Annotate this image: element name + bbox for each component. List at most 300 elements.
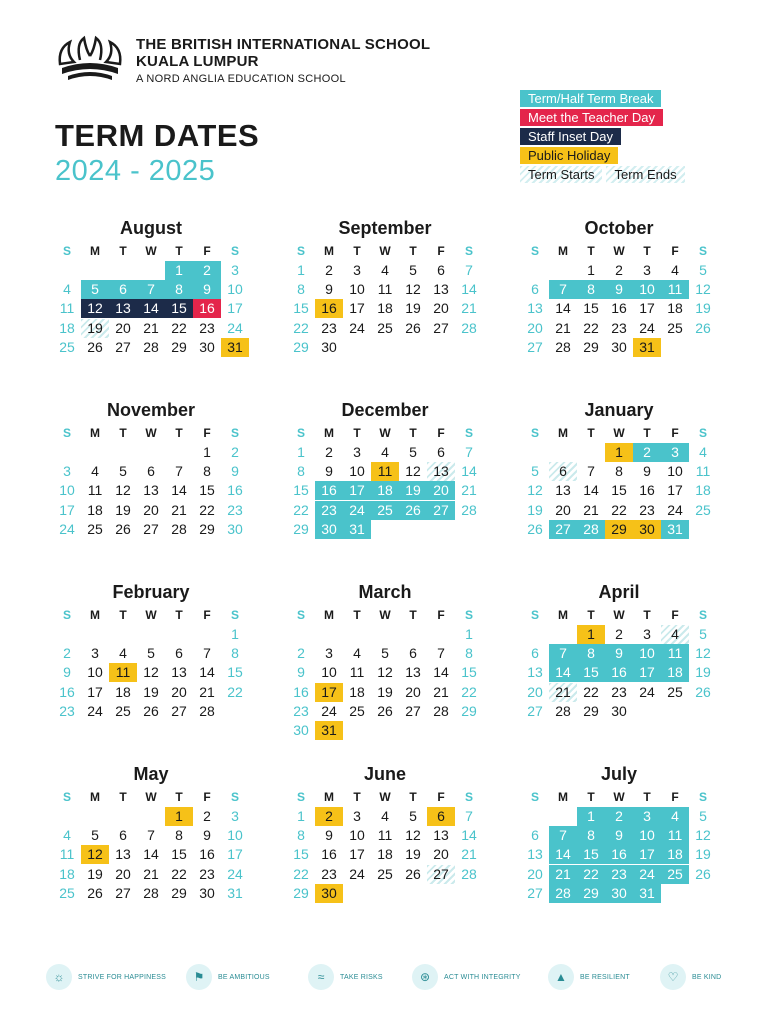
day-cell: 12 [695,645,711,662]
day-cell: 27 [527,702,543,719]
day-cell: 9 [203,827,211,844]
day-cell: 21 [433,683,449,700]
day-cell: 20 [527,683,543,700]
day-cell: 17 [59,501,75,518]
day-cell: 29 [583,702,599,719]
day-cell: 22 [611,501,627,518]
day-cell: 8 [297,463,305,480]
day-cell: 10 [633,280,661,299]
day-cell: 15 [199,482,215,499]
day-cell: 15 [611,482,627,499]
day-cell: 26 [399,501,427,520]
day-cell: 13 [527,664,543,681]
weekday-header: T [643,244,651,258]
day-cell: 16 [605,845,633,864]
weekday-header: T [643,608,651,622]
day-cell: 7 [549,826,577,845]
month-june [287,764,483,924]
day-cell: 3 [661,443,689,462]
day-cell: 12 [115,482,131,499]
day-cell: 9 [605,280,633,299]
day-cell: 20 [555,501,571,518]
school-crest-icon [54,34,126,84]
day-cell: 24 [639,683,655,700]
day-cell: 31 [343,520,371,539]
day-cell: 4 [661,625,689,644]
day-cell: 2 [325,262,333,278]
day-cell: 12 [405,463,421,480]
happiness-icon: ☼ [46,964,72,990]
day-cell: 22 [227,683,243,700]
weekday-header: M [90,608,100,622]
day-cell: 28 [143,884,159,901]
day-cell: 19 [527,501,543,518]
day-cell: 31 [315,721,343,740]
academic-year: 2024 - 2025 [55,155,216,187]
weekday-header: W [613,244,625,258]
month-may [53,764,249,924]
weekday-header: F [437,790,445,804]
day-cell: 20 [405,683,421,700]
month-april [521,582,717,742]
weekday-header: T [409,244,417,258]
day-cell: 13 [433,281,449,298]
day-cell: 31 [221,338,249,357]
value-item [46,960,166,994]
day-cell: 18 [377,300,393,317]
day-cell: 12 [527,482,543,499]
day-cell: 28 [577,520,605,539]
day-cell: 19 [81,319,109,338]
school-name-line2: KUALA LUMPUR [136,53,259,70]
day-cell: 15 [577,663,605,682]
day-cell: 3 [353,444,361,460]
day-cell: 18 [695,482,711,499]
day-cell: 16 [227,482,243,499]
month-name: November [106,400,196,420]
day-cell: 31 [633,884,661,903]
weekday-header: M [558,790,568,804]
weekday-header: M [324,790,334,804]
day-cell: 12 [81,299,109,318]
weekday-header: T [587,426,595,440]
day-cell: 6 [531,281,539,298]
weekday-header: W [145,608,157,622]
day-cell: 6 [549,462,577,481]
day-cell: 14 [549,663,577,682]
day-cell: 15 [577,845,605,864]
day-cell: 17 [315,683,343,702]
day-cell: 8 [615,463,623,480]
day-cell: 30 [227,520,243,537]
day-cell: 28 [143,338,159,355]
weekday-header: T [119,244,127,258]
day-cell: 11 [377,281,393,298]
weekday-header: M [324,608,334,622]
weekday-header: T [409,790,417,804]
day-cell: 24 [639,319,655,336]
day-cell: 20 [115,319,131,336]
day-cell: 29 [577,884,605,903]
day-cell: 7 [147,827,155,844]
day-cell: 7 [549,644,577,663]
day-cell: 12 [377,664,393,681]
day-cell: 13 [171,664,187,681]
day-cell: 26 [115,520,131,537]
day-cell: 26 [695,683,711,700]
day-cell: 1 [297,262,305,278]
month-name: February [112,582,190,602]
day-cell: 22 [583,319,599,336]
day-cell: 22 [293,865,309,882]
day-cell: 18 [349,683,365,700]
day-cell: 25 [59,338,75,355]
day-cell: 9 [325,827,333,844]
day-cell: 19 [405,300,421,317]
day-cell: 4 [91,463,99,480]
month-name: October [584,218,654,238]
weekday-header: F [437,608,445,622]
day-cell: 24 [227,319,243,336]
school-name-line1: THE BRITISH INTERNATIONAL SCHOOL [136,36,431,53]
weekday-header: T [353,790,361,804]
day-cell: 26 [695,319,711,336]
legend-term-break: Term/Half Term Break [520,90,661,107]
day-cell: 27 [115,884,131,901]
day-cell: 3 [643,626,651,642]
weekday-header: T [175,608,183,622]
weekday-header: S [698,608,707,622]
day-cell: 26 [405,319,421,336]
day-cell: 19 [377,683,393,700]
day-cell: 25 [695,501,711,518]
day-cell: 3 [231,808,239,824]
weekday-header: S [464,426,473,440]
day-cell: 27 [527,884,543,901]
day-cell: 22 [171,319,187,336]
day-cell: 22 [577,865,605,884]
day-cell: 23 [605,865,633,884]
legend-public-holiday: Public Holiday [520,147,618,164]
day-cell: 23 [639,501,655,518]
day-cell: 10 [349,827,365,844]
day-cell: 19 [399,481,427,500]
weekday-header: F [671,790,679,804]
day-cell: 18 [661,663,689,682]
value-label: BE RESILIENT [580,973,630,981]
day-cell: 11 [661,826,689,845]
weekday-header: T [119,608,127,622]
day-cell: 3 [353,262,361,278]
day-cell: 13 [109,299,137,318]
day-cell: 13 [555,482,571,499]
day-cell: 4 [119,645,127,662]
day-cell: 13 [115,846,131,863]
day-cell: 13 [143,482,159,499]
day-cell: 10 [633,644,661,663]
day-cell: 7 [465,808,473,824]
day-cell: 2 [231,444,239,460]
day-cell: 13 [433,827,449,844]
month-march [287,582,483,742]
day-cell: 4 [671,262,679,278]
day-cell: 18 [59,865,75,882]
value-item [660,960,721,994]
day-cell: 14 [461,463,477,480]
day-cell: 8 [465,645,473,662]
day-cell: 27 [527,338,543,355]
day-cell: 11 [661,644,689,663]
day-cell: 19 [143,683,159,700]
day-cell: 26 [527,520,543,537]
day-cell: 4 [63,827,71,844]
day-cell: 15 [171,846,187,863]
day-cell: 4 [353,645,361,662]
day-cell: 24 [633,865,661,884]
day-cell: 9 [63,664,71,681]
day-cell: 22 [171,865,187,882]
day-cell: 24 [349,319,365,336]
mountain-icon: ▲ [548,964,574,990]
day-cell: 30 [611,702,627,719]
weekday-header: M [324,426,334,440]
weekday-header: S [62,244,71,258]
values-footer [40,960,740,994]
day-cell: 11 [695,463,711,480]
day-cell: 11 [59,846,75,863]
day-cell: 18 [377,846,393,863]
weekday-header: S [62,426,71,440]
day-cell: 18 [661,845,689,864]
day-cell: 25 [115,702,131,719]
school-header [54,34,514,88]
legend [520,90,730,183]
weekday-header: S [464,790,473,804]
day-cell: 15 [293,300,309,317]
day-cell: 5 [531,463,539,480]
day-cell: 8 [175,827,183,844]
weekday-header: W [379,608,391,622]
school-name [136,36,430,85]
weekday-header: M [324,244,334,258]
weekday-header: S [698,790,707,804]
day-cell: 23 [321,865,337,882]
weekday-header: W [613,608,625,622]
day-cell: 21 [199,683,215,700]
weekday-header: S [464,244,473,258]
day-cell: 9 [643,463,651,480]
weekday-header: S [230,608,239,622]
day-cell: 8 [297,281,305,298]
legend-term-ends: Term Ends [606,166,684,183]
day-cell: 6 [175,645,183,662]
weekday-header: W [613,790,625,804]
integrity-icon: ⊛ [412,964,438,990]
weekday-header: F [203,426,211,440]
day-cell: 11 [371,462,399,481]
day-cell: 20 [527,865,543,882]
day-cell: 17 [343,481,371,500]
weekday-header: S [296,790,305,804]
day-cell: 6 [531,827,539,844]
day-cell: 30 [199,884,215,901]
page-title: TERM DATES [55,118,260,153]
day-cell: 13 [527,300,543,317]
day-cell: 24 [87,702,103,719]
weekday-header: T [175,244,183,258]
day-cell: 5 [147,645,155,662]
day-cell: 12 [695,281,711,298]
legend-staff-inset: Staff Inset Day [520,128,621,145]
day-cell: 7 [437,645,445,662]
day-cell: 26 [87,338,103,355]
day-cell: 25 [377,319,393,336]
day-cell: 9 [325,463,333,480]
day-cell: 15 [165,299,193,318]
day-cell: 17 [87,683,103,700]
day-cell: 29 [199,520,215,537]
flag-icon: ⚑ [186,964,212,990]
weekday-header: S [296,426,305,440]
weekday-header: S [530,608,539,622]
day-cell: 29 [605,520,633,539]
day-cell: 5 [409,808,417,824]
day-cell: 27 [171,702,187,719]
day-cell: 11 [377,827,393,844]
day-cell: 19 [695,846,711,863]
day-cell: 30 [199,338,215,355]
day-cell: 18 [667,300,683,317]
day-cell: 9 [231,463,239,480]
day-cell: 17 [667,482,683,499]
day-cell: 31 [633,338,661,357]
weekday-header: F [203,608,211,622]
month-november [53,400,249,560]
day-cell: 12 [695,827,711,844]
day-cell: 11 [87,482,103,499]
weekday-header: S [530,426,539,440]
day-cell: 24 [667,501,683,518]
day-cell: 30 [315,520,343,539]
day-cell: 8 [165,280,193,299]
day-cell: 2 [615,626,623,642]
weekday-header: T [353,426,361,440]
weekday-header: T [587,608,595,622]
day-cell: 23 [199,865,215,882]
weekday-header: W [145,244,157,258]
day-cell: 24 [349,865,365,882]
day-cell: 18 [59,319,75,336]
value-label: TAKE RISKS [340,973,383,981]
day-cell: 7 [465,444,473,460]
day-cell: 5 [381,645,389,662]
day-cell: 8 [231,645,239,662]
day-cell: 17 [349,300,365,317]
day-cell: 19 [115,501,131,518]
day-cell: 4 [699,444,707,460]
weekday-header: T [587,790,595,804]
day-cell: 3 [633,807,661,826]
day-cell: 12 [405,281,421,298]
day-cell: 2 [63,645,71,662]
weekday-header: M [90,244,100,258]
day-cell: 14 [461,281,477,298]
month-name: May [133,764,169,784]
day-cell: 28 [171,520,187,537]
day-cell: 17 [633,845,661,864]
day-cell: 3 [91,645,99,662]
value-label: STRIVE FOR HAPPINESS [78,973,167,981]
day-cell: 10 [633,826,661,845]
day-cell: 13 [427,462,455,481]
day-cell: 16 [605,663,633,682]
weekday-header: F [671,426,679,440]
day-cell: 22 [583,683,599,700]
day-cell: 11 [349,664,365,681]
day-cell: 14 [171,482,187,499]
day-cell: 21 [171,501,187,518]
day-cell: 5 [699,262,707,278]
day-cell: 1 [165,807,193,826]
day-cell: 21 [461,300,477,317]
day-cell: 5 [409,262,417,278]
weekday-header: S [230,790,239,804]
weekday-header: T [175,790,183,804]
day-cell: 5 [699,626,707,642]
weekday-header: F [671,244,679,258]
day-cell: 8 [297,827,305,844]
weekday-header: S [530,244,539,258]
day-cell: 20 [143,501,159,518]
day-cell: 8 [577,644,605,663]
day-cell: 2 [615,262,623,278]
day-cell: 7 [137,280,165,299]
day-cell: 23 [227,501,243,518]
day-cell: 9 [193,280,221,299]
month-name: April [598,582,640,602]
day-cell: 6 [109,280,137,299]
weekday-header: T [643,790,651,804]
day-cell: 14 [461,827,477,844]
weekday-header: T [175,426,183,440]
weekday-header: M [558,244,568,258]
day-cell: 4 [381,444,389,460]
day-cell: 27 [143,520,159,537]
weekday-header: W [379,426,391,440]
weekday-header: T [409,426,417,440]
day-cell: 1 [231,626,239,642]
day-cell: 27 [549,520,577,539]
day-cell: 9 [605,644,633,663]
day-cell: 7 [587,463,595,480]
day-cell: 21 [461,846,477,863]
day-cell: 14 [137,299,165,318]
day-cell: 11 [109,663,137,682]
day-cell: 25 [87,520,103,537]
day-cell: 10 [667,463,683,480]
day-cell: 14 [583,482,599,499]
day-cell: 21 [549,865,577,884]
weekday-header: F [203,244,211,258]
day-cell: 23 [321,319,337,336]
weekday-header: T [587,244,595,258]
day-cell: 28 [199,702,215,719]
day-cell: 22 [199,501,215,518]
day-cell: 21 [583,501,599,518]
month-september [287,218,483,378]
day-cell: 6 [119,827,127,844]
weekday-header: T [643,426,651,440]
